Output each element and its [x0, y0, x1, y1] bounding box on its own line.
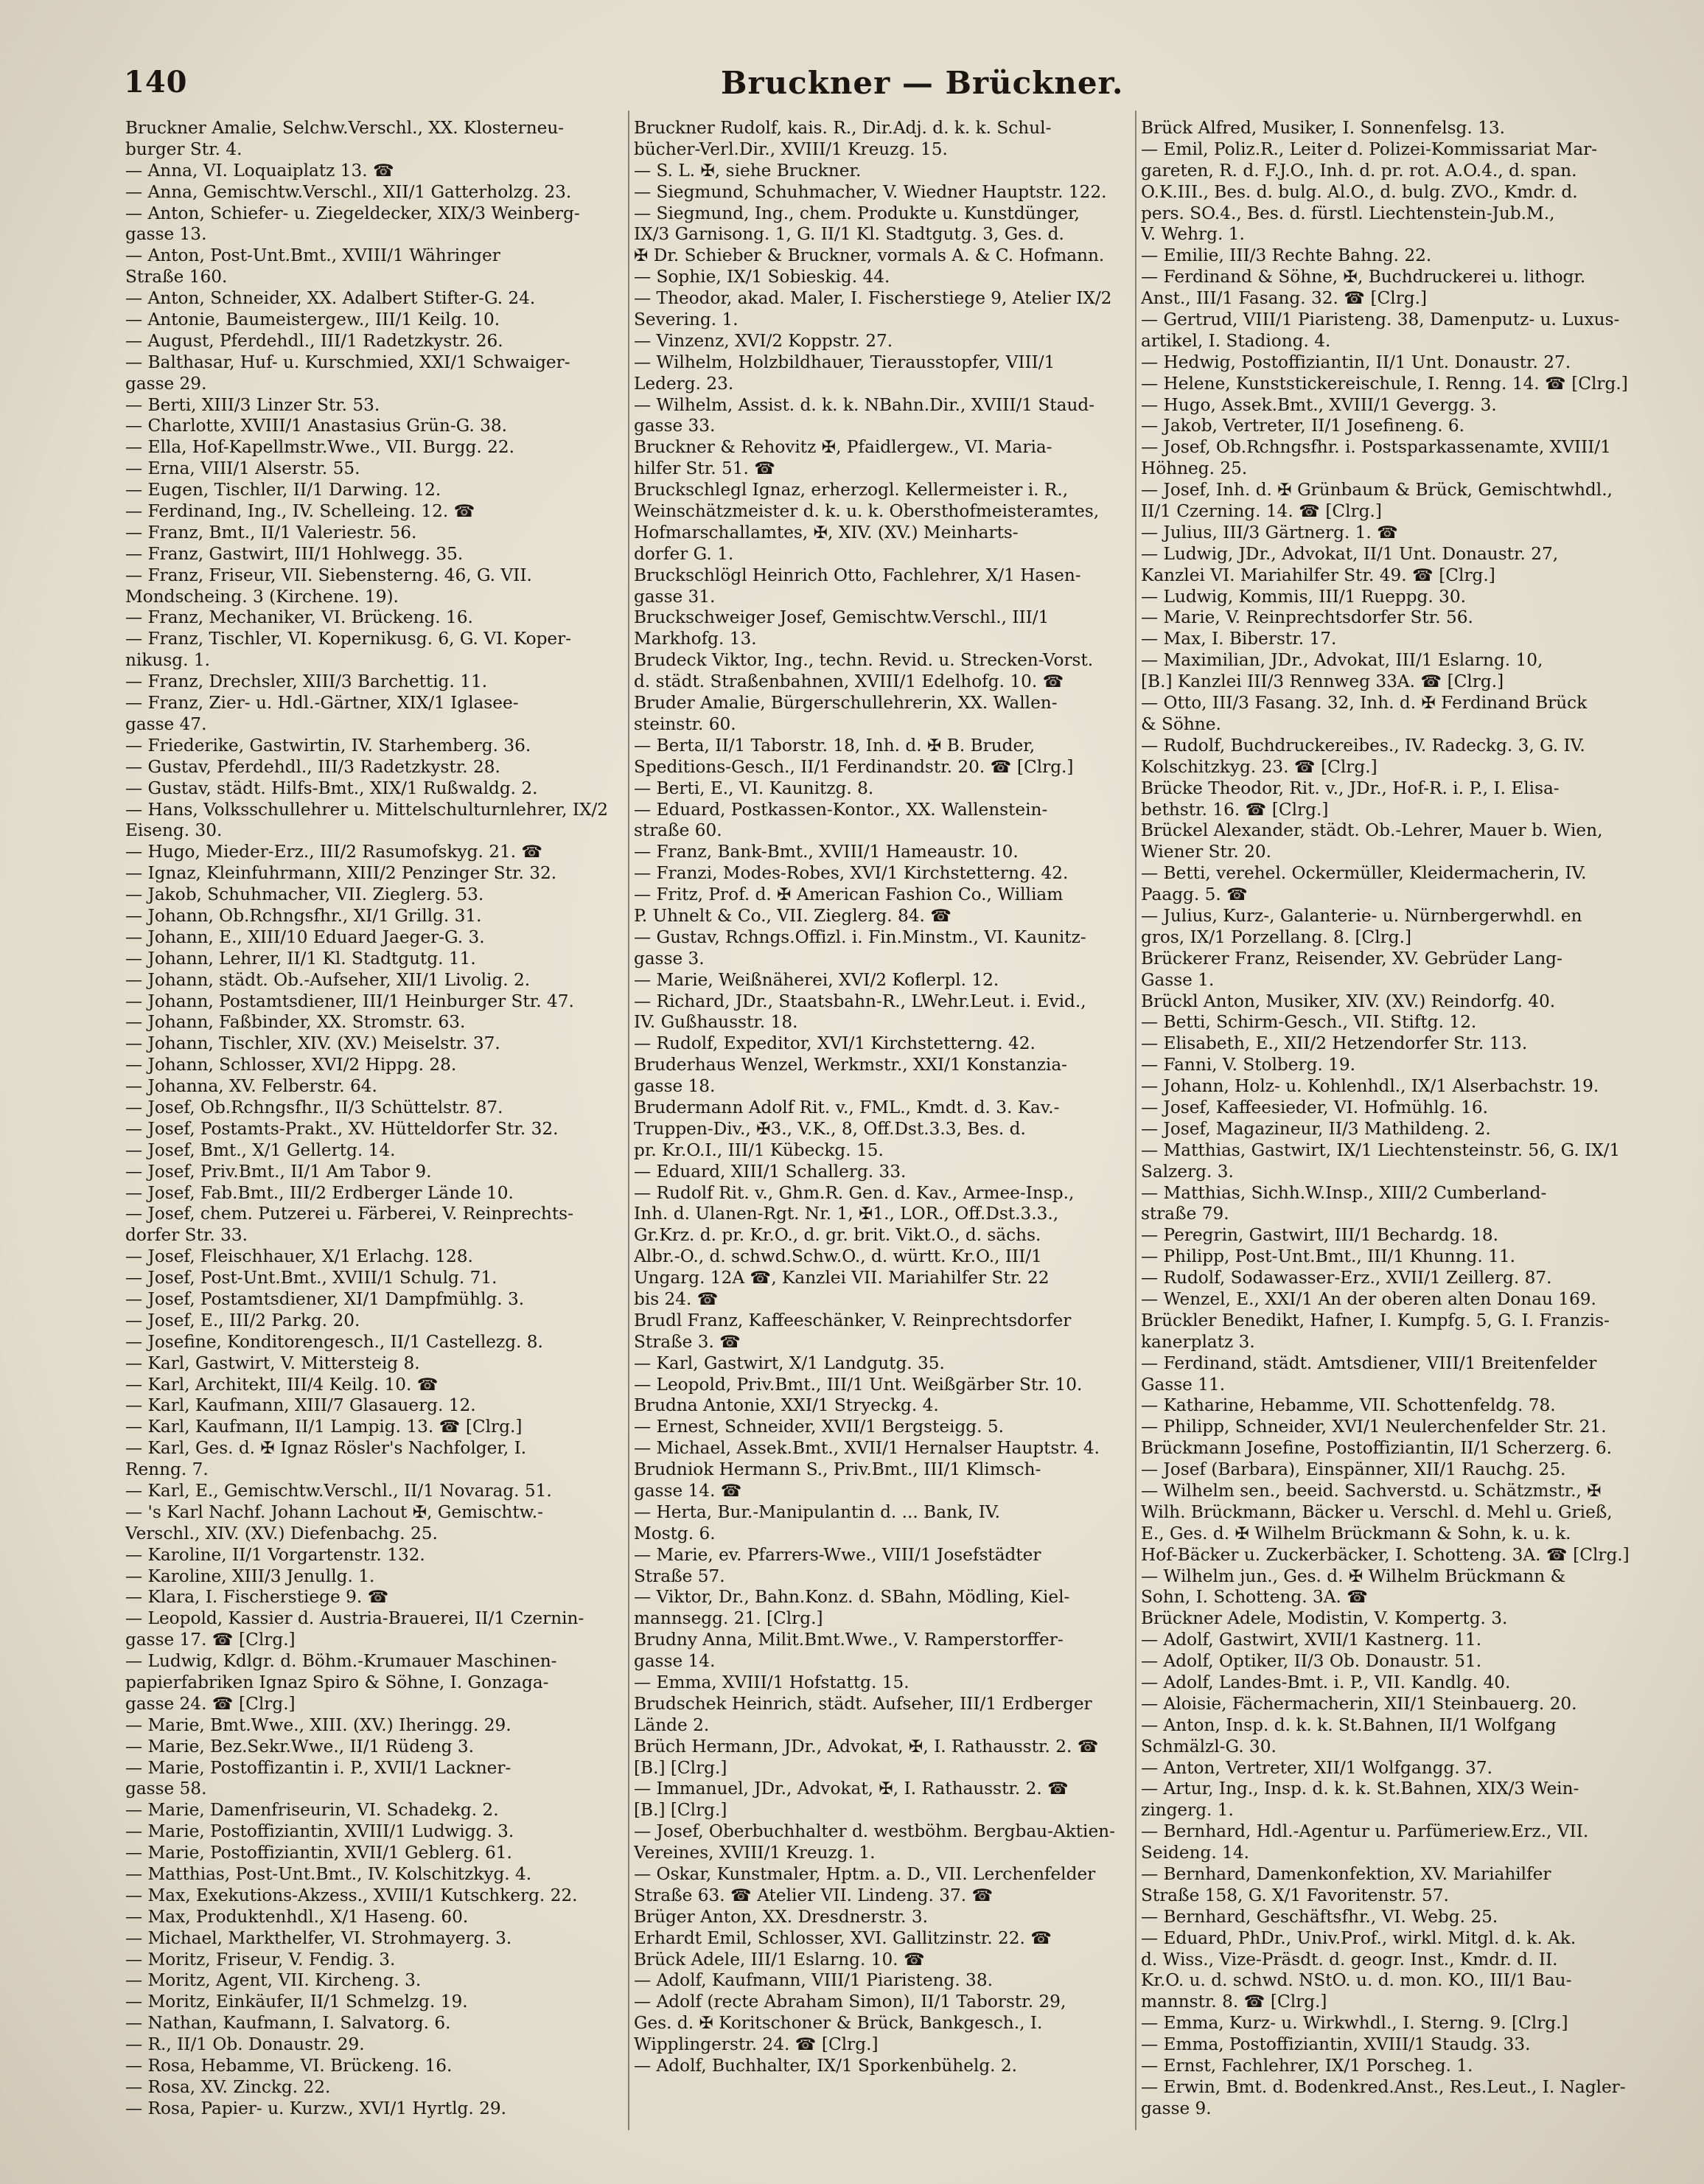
directory-entry-line: Hofmarschallamtes, ✠, XIV. (XV.) Meinharts-	[634, 522, 1019, 542]
directory-entry-line: — Johann, Faßbinder, XX. Stromstr. 63.	[125, 1012, 466, 1033]
directory-entry-line: Wilh. Brückmann, Bäcker u. Verschl. d. Mehl u. Grieß,	[1141, 1501, 1613, 1522]
page-header	[124, 65, 1645, 109]
directory-entry-line: bis 24. ☎	[634, 1288, 719, 1309]
directory-entry-line: Brück Adele, III/1 Eslarng. 10. ☎	[634, 1949, 925, 1970]
directory-entry-line: Speditions-Gesch., II/1 Ferdinandstr. 20. ☎ [Clrg.]	[634, 756, 1074, 777]
directory-entry-line: gasse 14. ☎	[634, 1481, 742, 1501]
directory-entry-line: mannstr. 8. ☎ [Clrg.]	[1141, 1992, 1327, 2012]
directory-entry-line: Markhofg. 13.	[634, 629, 757, 649]
directory-entry-line: — Aloisie, Fächermacherin, XII/1 Steinbauerg. 20.	[1141, 1693, 1577, 1714]
directory-entry-line: gareten, R. d. F.J.O., Inh. d. pr. rot. A.O.4., d. span.	[1141, 160, 1577, 181]
directory-entry-line: Höhneg. 25.	[1141, 458, 1248, 479]
directory-entry-line: — Julius, Kurz-, Galanterie- u. Nürnbergerwhdl. en	[1141, 905, 1582, 926]
directory-entry-line: Truppen-Div., ✠3., V.K., 8, Off.Dst.3.3, Bes. d.	[634, 1118, 1026, 1139]
directory-entry-line: — Adolf, Kaufmann, VIII/1 Piaristeng. 38.	[634, 1970, 993, 1991]
directory-entry-line: — Ludwig, Kommis, III/1 Rueppg. 30.	[1141, 586, 1466, 607]
directory-entry-line: — Artur, Ing., Insp. d. k. k. St.Bahnen, XIX/3 Wein-	[1141, 1779, 1579, 1799]
directory-entry-line: Renng. 7.	[125, 1459, 209, 1480]
directory-column-left	[125, 118, 626, 2120]
directory-entry-line: — Rudolf, Buchdruckereibes., IV. Radeckg. 3, G. IV.	[1141, 735, 1585, 756]
directory-entry-line: gros, IX/1 Porzellang. 8. [Clrg.]	[1141, 927, 1411, 947]
directory-entry-line: — Karl, Gastwirt, X/1 Landgutg. 35.	[634, 1353, 945, 1373]
directory-entry-line: O.K.III., Bes. d. bulg. Al.O., d. bulg. ZVO., Kmdr. d.	[1141, 181, 1578, 202]
directory-entry-line: Brückel Alexander, städt. Ob.-Lehrer, Mauer b. Wien,	[1141, 820, 1603, 841]
directory-entry-line: — Vinzenz, XVI/2 Koppstr. 27.	[634, 330, 893, 351]
directory-entry-line: — Erna, VIII/1 Alserstr. 55.	[125, 458, 360, 479]
directory-entry-line: — Gustav, städt. Hilfs-Bmt., XIX/1 Rußwaldg. 2.	[125, 778, 538, 798]
directory-entry-line: — Max, Produktenhdl., X/1 Haseng. 60.	[125, 1906, 469, 1927]
directory-entry-line: — Josef, Fleischhauer, X/1 Erlachg. 128.	[125, 1246, 473, 1267]
directory-entry-line: — Maximilian, JDr., Advokat, III/1 Eslarng. 10,	[1141, 650, 1543, 671]
directory-entry-line: zingerg. 1.	[1141, 1800, 1234, 1821]
directory-entry-line: — Siegmund, Ing., chem. Produkte u. Kunstdünger,	[634, 203, 1080, 223]
directory-entry-line: — Klara, I. Fischerstiege 9. ☎	[125, 1587, 389, 1608]
directory-entry-line: Ungarg. 12A ☎, Kanzlei VII. Mariahilfer Str. 22	[634, 1268, 1050, 1288]
directory-entry-line: Lände 2.	[634, 1714, 710, 1735]
directory-entry-line: dorfer G. 1.	[634, 543, 734, 564]
directory-entry-line: — 's Karl Nachf. Johann Lachout ✠, Gemischtw.-	[125, 1501, 543, 1522]
directory-entry-line: — Ernst, Fachlehrer, IX/1 Porscheg. 1.	[1141, 2056, 1473, 2076]
directory-entry-line: Eiseng. 30.	[125, 820, 223, 841]
directory-entry-line: — Wilhelm jun., Ges. d. ✠ Wilhelm Brückmann &	[1141, 1566, 1566, 1586]
directory-entry-line: — Hedwig, Postoffiziantin, II/1 Unt. Donaustr. 27.	[1141, 352, 1571, 372]
directory-entry-line: — Berti, XIII/3 Linzer Str. 53.	[125, 394, 380, 415]
directory-entry-line: — Karl, Ges. d. ✠ Ignaz Rösler's Nachfolger, I.	[125, 1438, 527, 1459]
directory-entry-line: — Marie, Bez.Sekr.Wwe., II/1 Rüdeng 3.	[125, 1736, 474, 1756]
directory-entry-line: — Marie, Bmt.Wwe., XIII. (XV.) Iheringg. 29.	[125, 1714, 511, 1735]
directory-entry-line: — Johann, E., XIII/10 Eduard Jaeger-G. 3.	[125, 927, 485, 947]
directory-entry-line: — Josef, E., III/2 Parkg. 20.	[125, 1310, 360, 1330]
directory-entry-line: — Helene, Kunststickereischule, I. Renng. 14. ☎ [Clrg.]	[1141, 373, 1628, 394]
directory-entry-line: Schmälzl-G. 30.	[1141, 1736, 1277, 1756]
directory-entry-line: Bruckschweiger Josef, Gemischtw.Verschl., III/1	[634, 607, 1050, 628]
directory-entry-line: gasse 13.	[125, 224, 207, 245]
directory-entry-line: straße 79.	[1141, 1204, 1229, 1224]
directory-entry-line: gasse 3.	[634, 948, 705, 969]
directory-entry-line: — Ludwig, JDr., Advokat, II/1 Unt. Donaustr. 27,	[1141, 543, 1559, 564]
running-title: Bruckner — Brückner.	[721, 65, 1124, 101]
directory-entry-line: — Siegmund, Schuhmacher, V. Wiedner Hauptstr. 122.	[634, 181, 1107, 202]
directory-entry-line: — Johann, Schlosser, XVI/2 Hippg. 28.	[125, 1055, 457, 1075]
directory-entry-line: — Josef, Kaffeesieder, VI. Hofmühlg. 16.	[1141, 1097, 1489, 1117]
directory-entry-line: Gasse 11.	[1141, 1374, 1226, 1395]
directory-entry-line: — Johann, Holz- u. Kohlenhdl., IX/1 Alserbachstr. 19.	[1141, 1076, 1599, 1097]
directory-entry-line: Severing. 1.	[634, 310, 738, 330]
directory-entry-line: Straße 3. ☎	[634, 1331, 741, 1352]
directory-entry-line: Straße 160.	[125, 267, 228, 287]
directory-entry-line: Bruckner Amalie, Selchw.Verschl., XX. Klosterneu-	[125, 118, 565, 138]
directory-entry-line: — Marie, Postoffiziantin, XVIII/1 Ludwigg. 3.	[125, 1821, 514, 1842]
directory-entry-line: — Emilie, III/3 Rechte Bahng. 22.	[1141, 245, 1432, 266]
directory-entry-line: — Anton, Schneider, XX. Adalbert Stifter-G. 24.	[125, 288, 536, 309]
directory-entry-line: papierfabriken Ignaz Spiro & Söhne, I. Gonzaga-	[125, 1672, 549, 1693]
directory-entry-line: — Moritz, Agent, VII. Kircheng. 3.	[125, 1970, 422, 1991]
directory-entry-line: Wiener Str. 20.	[1141, 842, 1272, 862]
directory-entry-line: P. Uhnelt & Co., VII. Zieglerg. 84. ☎	[634, 905, 952, 926]
directory-entry-line: — Josef, Ob.Rchngsfhr. i. Postsparkassenamte, XVIII/1	[1141, 437, 1611, 458]
directory-entry-line: Anst., III/1 Fasang. 32. ☎ [Clrg.]	[1141, 288, 1428, 309]
directory-entry-line: d. städt. Straßenbahnen, XVIII/1 Edelhofg. 10. ☎	[634, 671, 1064, 692]
directory-entry-line: Kr.O. u. d. schwd. NStO. u. d. mon. KO., III/1 Bau-	[1141, 1970, 1572, 1991]
directory-entry-line: Paagg. 5. ☎	[1141, 885, 1249, 905]
directory-entry-line: — Eugen, Tischler, II/1 Darwing. 12.	[125, 480, 441, 500]
directory-entry-line: — Karl, Kaufmann, XIII/7 Glasauerg. 12.	[125, 1395, 476, 1416]
directory-entry-line: Seideng. 14.	[1141, 1843, 1249, 1863]
directory-entry-line: Brückler Benedikt, Hafner, I. Kumpfg. 5, G. I. Franzis-	[1141, 1310, 1610, 1330]
directory-entry-line: — Gertrud, VIII/1 Piaristeng. 38, Damenputz- u. Luxus-	[1141, 310, 1620, 330]
directory-entry-line: [B.] [Clrg.]	[634, 1757, 727, 1778]
directory-entry-line: — Marie, V. Reinprechtsdorfer Str. 56.	[1141, 607, 1473, 628]
directory-entry-line: — Josef, Inh. d. ✠ Grünbaum & Brück, Gemischtwhdl.,	[1141, 480, 1613, 500]
directory-entry-line: steinstr. 60.	[634, 714, 736, 734]
directory-entry-line: IV. Gußhausstr. 18.	[634, 1012, 798, 1033]
directory-entry-line: — Johanna, XV. Felberstr. 64.	[125, 1076, 377, 1097]
directory-entry-line: nikusg. 1.	[125, 650, 210, 671]
directory-entry-line: pers. SO.4., Bes. d. fürstl. Liechtenstein-Jub.M.,	[1141, 203, 1555, 223]
directory-entry-line: — Adolf, Optiker, II/3 Ob. Donaustr. 51.	[1141, 1651, 1482, 1672]
directory-entry-line: — Marie, ev. Pfarrers-Wwe., VIII/1 Josefstädter	[634, 1544, 1041, 1565]
directory-entry-line: Brückmann Josefine, Postoffiziantin, II/1 Scherzerg. 6.	[1141, 1438, 1612, 1459]
directory-entry-line: pr. Kr.O.I., III/1 Kübeckg. 15.	[634, 1140, 884, 1160]
directory-entry-line: — Adolf, Landes-Bmt. i. P., VII. Kandlg. 40.	[1141, 1672, 1511, 1693]
directory-entry-line: — Josef, Post-Unt.Bmt., XVIII/1 Schulg. 71.	[125, 1268, 497, 1288]
directory-entry-line: Brudniok Hermann S., Priv.Bmt., III/1 Klimsch-	[634, 1459, 1041, 1480]
directory-entry-line: Bruckner & Rehovitz ✠, Pfaidlergew., VI. Maria-	[634, 437, 1052, 458]
directory-entry-line: — Richard, JDr., Staatsbahn-R., LWehr.Leut. i. Evid.,	[634, 991, 1086, 1011]
directory-entry-line: — Marie, Postoffiziantin, XVII/1 Geblerg. 61.	[125, 1843, 512, 1863]
directory-entry-line: & Söhne.	[1141, 714, 1221, 734]
directory-entry-line: — Theodor, akad. Maler, I. Fischerstiege 9, Atelier IX/2	[634, 288, 1112, 309]
directory-entry-line: — Berti, E., VI. Kaunitzg. 8.	[634, 778, 874, 798]
directory-entry-line: — Josef, chem. Putzerei u. Färberei, V. Reinprechts-	[125, 1204, 573, 1224]
directory-entry-line: — Ferdinand, Ing., IV. Schelleing. 12. ☎	[125, 501, 475, 522]
directory-entry-line: — Berta, II/1 Taborstr. 18, Inh. d. ✠ B. Bruder,	[634, 735, 1036, 756]
directory-entry-line: — Emma, Kurz- u. Wirkwhdl., I. Sterng. 9. [Clrg.]	[1141, 2013, 1568, 2034]
directory-column-right	[1141, 118, 1642, 2120]
directory-entry-line: — Franz, Drechsler, XIII/3 Barchettig. 11.	[125, 671, 488, 692]
directory-entry-line: — Wenzel, E., XXI/1 An der oberen alten Donau 169.	[1141, 1288, 1596, 1309]
directory-entry-line: — Philipp, Post-Unt.Bmt., III/1 Khunng. 11.	[1141, 1246, 1515, 1267]
directory-entry-line: — Ernest, Schneider, XVII/1 Bergsteigg. 5.	[634, 1417, 1005, 1437]
directory-entry-line: — Nathan, Kaufmann, I. Salvatorg. 6.	[125, 2013, 451, 2034]
directory-entry-line: — Max, Exekutions-Akzess., XVIII/1 Kutschkerg. 22.	[125, 1885, 578, 1905]
directory-entry-line: — Franz, Tischler, VI. Kopernikusg. 6, G. VI. Koper-	[125, 629, 572, 649]
directory-entry-line: — Elisabeth, E., XII/2 Hetzendorfer Str. 113.	[1141, 1033, 1528, 1054]
directory-entry-line: [B.] Kanzlei III/3 Rennweg 33A. ☎ [Clrg.]	[1141, 671, 1504, 692]
directory-entry-line: — Emil, Poliz.R., Leiter d. Polizei-Kommissariat Mar-	[1141, 139, 1598, 159]
directory-entry-line: Hof-Bäcker u. Zuckerbäcker, I. Schotteng. 3A. ☎ [Clrg.]	[1141, 1544, 1630, 1565]
directory-entry-line: — Ferdinand & Söhne, ✠, Buchdruckerei u. lithogr.	[1141, 267, 1586, 287]
directory-entry-line: — Viktor, Dr., Bahn.Konz. d. SBahn, Mödling, Kiel-	[634, 1587, 1070, 1608]
directory-entry-line: Brück Alfred, Musiker, I. Sonnenfelsg. 13.	[1141, 118, 1505, 138]
directory-entry-line: Gr.Krz. d. pr. Kr.O., d. gr. brit. Vikt.O., d. sächs.	[634, 1225, 1041, 1246]
directory-entry-line: — Peregrin, Gastwirt, III/1 Bechardg. 18.	[1141, 1225, 1498, 1246]
directory-entry-line: — Julius, III/3 Gärtnerg. 1. ☎	[1141, 522, 1399, 542]
directory-entry-line: Brückl Anton, Musiker, XIV. (XV.) Reindorfg. 40.	[1141, 991, 1556, 1011]
directory-entry-line: — Betti, verehel. Ockermüller, Kleidermacherin, IV.	[1141, 863, 1587, 884]
directory-entry-line: — Wilhelm sen., beeid. Sachverstd. u. Schätzmstr., ✠	[1141, 1481, 1602, 1501]
directory-entry-line: gasse 14.	[634, 1651, 716, 1672]
directory-entry-line: — Michael, Markthelfer, VI. Strohmayerg. 3.	[125, 1927, 512, 1948]
directory-entry-line: Vereines, XVIII/1 Kreuzg. 1.	[634, 1843, 876, 1863]
directory-entry-line: Straße 57.	[634, 1566, 725, 1586]
directory-entry-line: — Rosa, Hebamme, VI. Brückeng. 16.	[125, 2056, 453, 2076]
directory-entry-line: — Johann, Tischler, XIV. (XV.) Meiselstr. 37.	[125, 1033, 500, 1054]
directory-entry-line: — Karl, Gastwirt, V. Mittersteig 8.	[125, 1353, 420, 1373]
directory-column-middle	[634, 118, 1135, 2077]
directory-entry-line: Brückner Adele, Modistin, V. Kompertg. 3.	[1141, 1608, 1508, 1629]
directory-entry-line: — Franz, Friseur, VII. Siebensterng. 46, G. VII.	[125, 565, 532, 585]
directory-entry-line: — Hugo, Assek.Bmt., XVIII/1 Gevergg. 3.	[1141, 394, 1497, 415]
directory-entry-line: — Emma, Postoffiziantin, XVIII/1 Staudg. 33.	[1141, 2034, 1531, 2055]
page-number: 140	[124, 65, 188, 100]
directory-entry-line: — Eduard, XIII/1 Schallerg. 33.	[634, 1161, 907, 1182]
column-divider	[628, 111, 629, 2130]
directory-entry-line: bücher-Verl.Dir., XVIII/1 Kreuzg. 15.	[634, 139, 948, 159]
directory-entry-line: Kolschitzkyg. 23. ☎ [Clrg.]	[1141, 756, 1377, 777]
directory-entry-line: — Marie, Postoffizantin i. P., XVII/1 Lackner-	[125, 1757, 511, 1778]
directory-entry-line: Bruderhaus Wenzel, Werkmstr., XXI/1 Konstanzia-	[634, 1055, 1067, 1075]
directory-entry-line: Straße 63. ☎ Atelier VII. Lindeng. 37. ☎	[634, 1885, 994, 1905]
directory-entry-line: Wipplingerstr. 24. ☎ [Clrg.]	[634, 2034, 879, 2055]
directory-entry-line: Brückerer Franz, Reisender, XV. Gebrüder Lang-	[1141, 948, 1562, 969]
directory-entry-line: IX/3 Garnisong. 1, G. II/1 Kl. Stadtgutg. 3, Ges. d.	[634, 224, 1064, 245]
directory-entry-line: — Franzi, Modes-Robes, XVI/1 Kirchstetterng. 42.	[634, 863, 1069, 884]
directory-entry-line: — Jakob, Vertreter, II/1 Josefineng. 6.	[1141, 416, 1465, 436]
directory-entry-line: — Hugo, Mieder-Erz., III/2 Rasumofskyg. 21. ☎	[125, 842, 543, 862]
directory-entry-line: — Leopold, Priv.Bmt., III/1 Unt. Weißgärber Str. 10.	[634, 1374, 1083, 1395]
directory-entry-line: gasse 18.	[634, 1076, 716, 1097]
directory-entry-line: — Ella, Hof-Kapellmstr.Wwe., VII. Burgg. 22.	[125, 437, 514, 458]
directory-entry-line: — Philipp, Schneider, XVI/1 Neulerchenfelder Str. 21.	[1141, 1417, 1607, 1437]
directory-entry-line: Bruder Amalie, Bürgerschullehrerin, XX. Wallen-	[634, 693, 1058, 714]
directory-entry-line: — Bernhard, Damenkonfektion, XV. Mariahilfer	[1141, 1864, 1551, 1885]
directory-entry-line: — Balthasar, Huf- u. Kurschmied, XXI/1 Schwaiger-	[125, 352, 570, 372]
directory-entry-line: — Erwin, Bmt. d. Bodenkred.Anst., Res.Leut., I. Nagler-	[1141, 2076, 1626, 2097]
directory-entry-line: — Ignaz, Kleinfuhrmann, XIII/2 Penzinger Str. 32.	[125, 863, 557, 884]
directory-entry-line: Mondscheing. 3 (Kirchene. 19).	[125, 586, 399, 607]
directory-entry-line: — Charlotte, XVIII/1 Anastasius Grün-G. 38.	[125, 416, 507, 436]
directory-entry-line: — Karl, E., Gemischtw.Verschl., II/1 Novarag. 51.	[125, 1481, 552, 1501]
directory-entry-line: — Josef, Postamts-Prakt., XV. Hütteldorfer Str. 32.	[125, 1118, 559, 1139]
directory-entry-line: — Matthias, Post-Unt.Bmt., IV. Kolschitzkyg. 4.	[125, 1864, 532, 1885]
directory-entry-line: — Johann, Lehrer, II/1 Kl. Stadtgutg. 11.	[125, 948, 476, 969]
directory-entry-line: — Wilhelm, Assist. d. k. k. NBahn.Dir., XVIII/1 Staud-	[634, 394, 1095, 415]
directory-entry-line: gasse 17. ☎ [Clrg.]	[125, 1630, 296, 1650]
directory-entry-line: — Josef, Postamtsdiener, XI/1 Dampfmühlg. 3.	[125, 1288, 525, 1309]
directory-entry-line: — R., II/1 Ob. Donaustr. 29.	[125, 2034, 365, 2055]
directory-entry-line: — Hans, Volksschullehrer u. Mittelschulturnlehrer, IX/2	[125, 799, 609, 820]
directory-entry-line: Brudschek Heinrich, städt. Aufseher, III/1 Erdberger	[634, 1693, 1092, 1714]
directory-entry-line: — Max, I. Biberstr. 17.	[1141, 629, 1337, 649]
directory-entry-line: — Leopold, Kassier d. Austria-Brauerei, II/1 Czernin-	[125, 1608, 584, 1629]
directory-entry-line: straße 60.	[634, 820, 722, 841]
directory-entry-line: II/1 Czerning. 14. ☎ [Clrg.]	[1141, 501, 1382, 522]
directory-entry-line: — Immanuel, JDr., Advokat, ✠, I. Rathausstr. 2. ☎	[634, 1779, 1069, 1799]
directory-entry-line: Brudermann Adolf Rit. v., FML., Kmdt. d. 3. Kav.-	[634, 1097, 1060, 1117]
directory-entry-line: — Sophie, IX/1 Sobieskig. 44.	[634, 267, 890, 287]
column-divider	[1135, 111, 1136, 2130]
directory-entry-line: Brücke Theodor, Rit. v., JDr., Hof-R. i. P., I. Elisa-	[1141, 778, 1560, 798]
directory-entry-line: Bruckschlegl Ignaz, erherzogl. Kellermeister i. R.,	[634, 480, 1069, 500]
directory-entry-line: — Franz, Zier- u. Hdl.-Gärtner, XIX/1 Iglasee-	[125, 693, 519, 714]
directory-entry-line: Brüch Hermann, JDr., Advokat, ✠, I. Rathausstr. 2. ☎	[634, 1736, 1099, 1756]
directory-entry-line: — Josef, Fab.Bmt., III/2 Erdberger Lände 10.	[125, 1182, 514, 1203]
directory-entry-line: — S. L. ✠, siehe Bruckner.	[634, 160, 862, 181]
directory-entry-line: Sohn, I. Schotteng. 3A. ☎	[1141, 1587, 1369, 1608]
directory-entry-line: Ges. d. ✠ Koritschoner & Brück, Bankgesch., I.	[634, 2013, 1043, 2034]
directory-entry-line: — Herta, Bur.-Manipulantin d. ... Bank, IV.	[634, 1501, 1000, 1522]
directory-entry-line: Brudna Antonie, XXI/1 Stryeckg. 4.	[634, 1395, 939, 1416]
directory-entry-line: Lederg. 23.	[634, 373, 734, 394]
directory-entry-line: — Johann, Ob.Rchngsfhr., XI/1 Grillg. 31.	[125, 905, 482, 926]
directory-entry-line: Straße 158, G. X/1 Favoritenstr. 57.	[1141, 1885, 1449, 1905]
directory-entry-line: dorfer Str. 33.	[125, 1225, 248, 1246]
directory-entry-line: Brudeck Viktor, Ing., techn. Revid. u. Strecken-Vorst.	[634, 650, 1094, 671]
directory-entry-line: burger Str. 4.	[125, 139, 242, 159]
directory-entry-line: gasse 24. ☎ [Clrg.]	[125, 1693, 296, 1714]
directory-entry-line: — Adolf (recte Abraham Simon), II/1 Taborstr. 29,	[634, 1992, 1066, 2012]
directory-entry-line: — Rudolf Rit. v., Ghm.R. Gen. d. Kav., Armee-Insp.,	[634, 1182, 1075, 1203]
directory-entry-line: — Katharine, Hebamme, VII. Schottenfeldg. 78.	[1141, 1395, 1556, 1416]
directory-entry-line: — Marie, Damenfriseurin, VI. Schadekg. 2.	[125, 1800, 499, 1821]
directory-entry-line: — Fanni, V. Stolberg. 19.	[1141, 1055, 1356, 1075]
directory-entry-line: — Franz, Bmt., II/1 Valeriestr. 56.	[125, 522, 417, 542]
directory-entry-line: — Moritz, Friseur, V. Fendig. 3.	[125, 1949, 396, 1970]
directory-entry-line: — Anna, Gemischtw.Verschl., XII/1 Gatterholzg. 23.	[125, 181, 572, 202]
directory-entry-line: — August, Pferdehdl., III/1 Radetzkystr. 26.	[125, 330, 503, 351]
directory-entry-line: gasse 9.	[1141, 2098, 1212, 2118]
directory-entry-line: E., Ges. d. ✠ Wilhelm Brückmann & Sohn, k. u. k.	[1141, 1523, 1571, 1543]
directory-entry-line: — Eduard, Postkassen-Kontor., XX. Wallenstein-	[634, 799, 1048, 820]
directory-entry-line: — Otto, III/3 Fasang. 32, Inh. d. ✠ Ferdinand Brück	[1141, 693, 1588, 714]
directory-entry-line: — Franz, Gastwirt, III/1 Hohlwegg. 35.	[125, 543, 464, 564]
directory-entry-line: Kanzlei VI. Mariahilfer Str. 49. ☎ [Clrg.]	[1141, 565, 1495, 585]
directory-entry-line: — Rosa, Papier- u. Kurzw., XVI/1 Hyrtlg. 29.	[125, 2098, 506, 2118]
directory-entry-line: bethstr. 16. ☎ [Clrg.]	[1141, 799, 1329, 820]
directory-entry-line: — Fritz, Prof. d. ✠ American Fashion Co., William	[634, 885, 1064, 905]
directory-entry-line: — Bernhard, Geschäftsfhr., VI. Webg. 25.	[1141, 1906, 1498, 1927]
directory-entry-line: — Marie, Weißnäherei, XVI/2 Koflerpl. 12.	[634, 969, 999, 990]
directory-entry-line: Inh. d. Ulanen-Rgt. Nr. 1, ✠1., LOR., Off.Dst.3.3.,	[634, 1204, 1059, 1224]
directory-entry-line: Verschl., XIV. (XV.) Diefenbachg. 25.	[125, 1523, 438, 1543]
directory-entry-line: — Michael, Assek.Bmt., XVII/1 Hernalser Hauptstr. 4.	[634, 1438, 1100, 1459]
directory-entry-line: Brüger Anton, XX. Dresdnerstr. 3.	[634, 1906, 928, 1927]
directory-entry-line: — Ferdinand, städt. Amtsdiener, VIII/1 Breitenfelder	[1141, 1353, 1597, 1373]
directory-entry-line: V. Wehrg. 1.	[1141, 224, 1245, 245]
directory-entry-line: — Gustav, Rchngs.Offizl. i. Fin.Minstm., VI. Kaunitz-	[634, 927, 1086, 947]
directory-entry-line: artikel, I. Stadiong. 4.	[1141, 330, 1331, 351]
directory-entry-line: — Josef, Priv.Bmt., II/1 Am Tabor 9.	[125, 1161, 432, 1182]
directory-entry-line: Albr.-O., d. schwd.Schw.O., d. württ. Kr.O., III/1	[634, 1246, 1042, 1267]
directory-entry-line: — Anton, Post-Unt.Bmt., XVIII/1 Währinger	[125, 245, 500, 266]
directory-entry-line: — Emma, XVIII/1 Hofstattg. 15.	[634, 1672, 909, 1693]
directory-entry-line: — Gustav, Pferdehdl., III/3 Radetzkystr. 28.	[125, 756, 500, 777]
directory-entry-line: — Josef, Ob.Rchngsfhr., II/3 Schüttelstr. 87.	[125, 1097, 503, 1117]
directory-entry-line: Brudny Anna, Milit.Bmt.Wwe., V. Ramperstorffer-	[634, 1630, 1064, 1650]
directory-entry-line: Weinschätzmeister d. k. u. k. Obersthofmeisteramtes,	[634, 501, 1100, 522]
directory-entry-line: — Josef, Magazineur, II/3 Mathildeng. 2.	[1141, 1118, 1491, 1139]
directory-entry-line: — Anton, Schiefer- u. Ziegeldecker, XIX/3 Weinberg-	[125, 203, 580, 223]
directory-entry-line: — Eduard, PhDr., Univ.Prof., wirkl. Mitgl. d. k. Ak.	[1141, 1927, 1576, 1948]
directory-entry-line: — Matthias, Sichh.W.Insp., XIII/2 Cumberland-	[1141, 1182, 1547, 1203]
directory-entry-line: gasse 29.	[125, 373, 207, 394]
directory-entry-line: — Johann, Postamtsdiener, III/1 Heinburger Str. 47.	[125, 991, 574, 1011]
directory-entry-line: — Franz, Bank-Bmt., XVIII/1 Hameaustr. 10.	[634, 842, 1019, 862]
directory-entry-line: — Josef (Barbara), Einspänner, XII/1 Rauchg. 25.	[1141, 1459, 1566, 1480]
directory-entry-line: — Anton, Vertreter, XII/1 Wolfgangg. 37.	[1141, 1757, 1492, 1778]
directory-entry-line: Mostg. 6.	[634, 1523, 716, 1543]
directory-entry-line: [B.] [Clrg.]	[634, 1800, 727, 1821]
directory-entry-line: — Josef, Bmt., X/1 Gellertg. 14.	[125, 1140, 396, 1160]
directory-entry-line: mannsegg. 21. [Clrg.]	[634, 1608, 823, 1629]
directory-entry-line: — Rosa, XV. Zinckg. 22.	[125, 2076, 331, 2097]
directory-entry-line: — Friederike, Gastwirtin, IV. Starhemberg. 36.	[125, 735, 531, 756]
directory-entry-line: hilfer Str. 51. ☎	[634, 458, 776, 479]
directory-entry-line: — Anton, Insp. d. k. k. St.Bahnen, II/1 Wolfgang	[1141, 1714, 1557, 1735]
directory-entry-line: — Anna, VI. Loquaiplatz 13. ☎	[125, 160, 394, 181]
directory-entry-line: d. Wiss., Vize-Präsdt. d. geogr. Inst., Kmdr. d. II.	[1141, 1949, 1558, 1970]
directory-entry-line: — Karl, Kaufmann, II/1 Lampig. 13. ☎ [Clrg.]	[125, 1417, 523, 1437]
directory-entry-line: Brudl Franz, Kaffeeschänker, V. Reinprechtsdorfer	[634, 1310, 1072, 1330]
directory-entry-line: Erhardt Emil, Schlosser, XVI. Gallitzinstr. 22. ☎	[634, 1927, 1052, 1948]
directory-entry-line: Salzerg. 3.	[1141, 1161, 1234, 1182]
directory-entry-line: — Karl, Architekt, III/4 Keilg. 10. ☎	[125, 1374, 439, 1395]
directory-entry-line: — Adolf, Buchhalter, IX/1 Sporkenbühelg. 2.	[634, 2056, 1018, 2076]
directory-entry-line: — Rudolf, Expeditor, XVI/1 Kirchstetterng. 42.	[634, 1033, 1036, 1054]
directory-entry-line: ✠ Dr. Schieber & Bruckner, vormals A. & C. Hofmann.	[634, 245, 1105, 266]
directory-entry-line: — Franz, Mechaniker, VI. Brückeng. 16.	[125, 607, 473, 628]
directory-entry-line: — Betti, Schirm-Gesch., VII. Stiftg. 12.	[1141, 1012, 1477, 1033]
directory-entry-line: — Wilhelm, Holzbildhauer, Tierausstopfer, VIII/1	[634, 352, 1055, 372]
directory-entry-line: gasse 31.	[634, 586, 716, 607]
directory-entry-line: — Josefine, Konditorengesch., II/1 Castellezg. 8.	[125, 1331, 543, 1352]
directory-entry-line: — Karoline, II/1 Vorgartenstr. 132.	[125, 1544, 425, 1565]
directory-entry-line: Bruckner Rudolf, kais. R., Dir.Adj. d. k. k. Schul-	[634, 118, 1052, 138]
directory-entry-line: gasse 47.	[125, 714, 207, 734]
directory-entry-line: — Josef, Oberbuchhalter d. westböhm. Bergbau-Aktien-	[634, 1821, 1115, 1842]
directory-entry-line: kanerplatz 3.	[1141, 1331, 1255, 1352]
directory-entry-line: Gasse 1.	[1141, 969, 1215, 990]
directory-entry-line: — Rudolf, Sodawasser-Erz., XVII/1 Zeillerg. 87.	[1141, 1268, 1552, 1288]
directory-entry-line: — Bernhard, Hdl.-Agentur u. Parfümeriew.Erz., VII.	[1141, 1821, 1589, 1842]
directory-entry-line: gasse 58.	[125, 1779, 207, 1799]
directory-entry-line: gasse 33.	[634, 416, 716, 436]
directory-entry-line: — Moritz, Einkäufer, II/1 Schmelzg. 19.	[125, 1992, 468, 2012]
directory-entry-line: — Adolf, Gastwirt, XVII/1 Kastnerg. 11.	[1141, 1630, 1482, 1650]
directory-entry-line: Bruckschlögl Heinrich Otto, Fachlehrer, X/1 Hasen-	[634, 565, 1081, 585]
directory-entry-line: — Ludwig, Kdlgr. d. Böhm.-Krumauer Maschinen-	[125, 1651, 557, 1672]
directory-entry-line: — Johann, städt. Ob.-Aufseher, XII/1 Livolig. 2.	[125, 969, 531, 990]
directory-entry-line: — Jakob, Schuhmacher, VII. Zieglerg. 53.	[125, 885, 484, 905]
directory-entry-line: — Antonie, Baumeistergew., III/1 Keilg. 10.	[125, 310, 500, 330]
directory-entry-line: — Oskar, Kunstmaler, Hptm. a. D., VII. Lerchenfelder	[634, 1864, 1096, 1885]
directory-entry-line: — Karoline, XIII/3 Jenullg. 1.	[125, 1566, 375, 1586]
directory-entry-line: — Matthias, Gastwirt, IX/1 Liechtensteinstr. 56, G. IX/1	[1141, 1140, 1621, 1160]
